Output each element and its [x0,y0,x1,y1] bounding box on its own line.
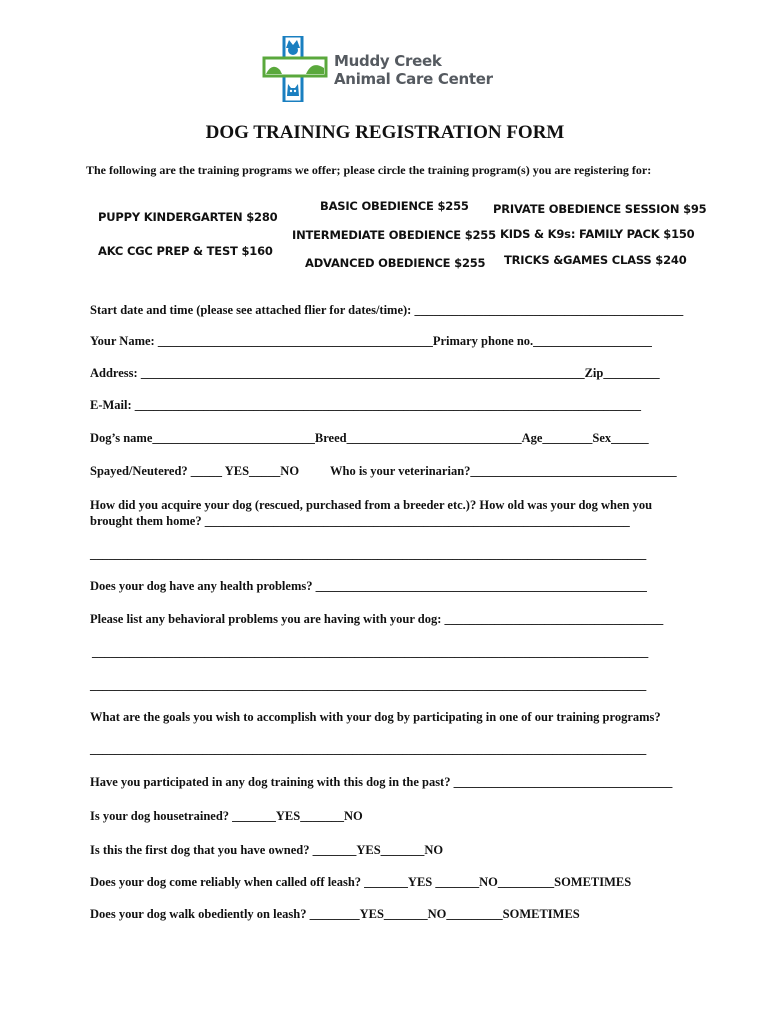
program-puppy-kindergarten[interactable]: PUPPY KINDERGARTEN $280 [98,210,278,224]
housetrained-field[interactable]: Is your dog housetrained? _______YES_______NO [90,809,363,823]
blank-line[interactable]: _________________________________________________________________________________________ [90,742,647,756]
spayed-neutered-field[interactable]: Spayed/Neutered? _____ YES_____NO [90,464,300,478]
page-title: DOG TRAINING REGISTRATION FORM [205,122,565,143]
intro-text: The following are the training programs we offer; please circle the training program(s) you are registering for: [86,163,652,177]
start-date-field[interactable]: Start date and time (please see attached flier for dates/time): ___________________________________________ [90,303,684,317]
your-name-field[interactable]: Your Name: ____________________________________________Primary phone no.___________________ [90,334,652,348]
logo-line1: Muddy Creek [334,52,442,70]
first-dog-field[interactable]: Is this the first dog that you have owned? _______YES_______NO [90,843,444,857]
program-kids-k9s[interactable]: KIDS & K9s: FAMILY PACK $150 [500,227,695,241]
veterinarian-field[interactable]: Who is your veterinarian?_________________________________ [330,464,677,478]
leash-field[interactable]: Does your dog walk obediently on leash? ________YES_______NO_________SOMETIMES [90,907,580,921]
dog-cat-cross-logo-icon [262,36,330,102]
address-field[interactable]: Address: _______________________________________________________________________Zip_________ [90,366,660,380]
logo-line2: Animal Care Center [334,70,493,88]
goals-question: What are the goals you wish to accomplish with your dog by participating in one of our training programs? [90,710,661,724]
past-training-field[interactable]: Have you participated in any dog training with this dog in the past? ___________________________________ [90,775,673,789]
acquire-field[interactable]: brought them home? ____________________________________________________________________ [90,514,630,528]
program-private-obedience[interactable]: PRIVATE OBEDIENCE SESSION $95 [493,202,707,216]
program-akc-cgc[interactable]: AKC CGC PREP & TEST $160 [98,244,273,258]
dog-name-field[interactable]: Dog’s name__________________________Breed____________________________Age________Sex______ [90,431,649,445]
behavioral-problems-field[interactable]: Please list any behavioral problems you are having with your dog: ___________________________________ [90,612,664,626]
blank-line[interactable]: _________________________________________________________________________________________ [90,547,647,561]
recall-field[interactable]: Does your dog come reliably when called off leash? _______YES _______NO_________SOMETIMES [90,875,632,889]
program-tricks-games[interactable]: TRICKS &GAMES CLASS $240 [504,253,687,267]
program-advanced-obedience[interactable]: ADVANCED OBEDIENCE $255 [305,256,486,270]
acquire-question: How did you acquire your dog (rescued, purchased from a breeder etc.)? How old was your dog when you [90,498,653,512]
program-basic-obedience[interactable]: BASIC OBEDIENCE $255 [320,199,469,213]
logo [262,36,493,102]
program-intermediate-obedience[interactable]: INTERMEDIATE OBEDIENCE $255 [292,228,496,242]
blank-line[interactable]: _________________________________________________________________________________________ [90,678,647,692]
blank-line[interactable]: _________________________________________________________________________________________ [92,645,649,659]
email-field[interactable]: E-Mail: _________________________________________________________________________________ [90,398,642,412]
health-problems-field[interactable]: Does your dog have any health problems? _____________________________________________________ [90,579,647,593]
